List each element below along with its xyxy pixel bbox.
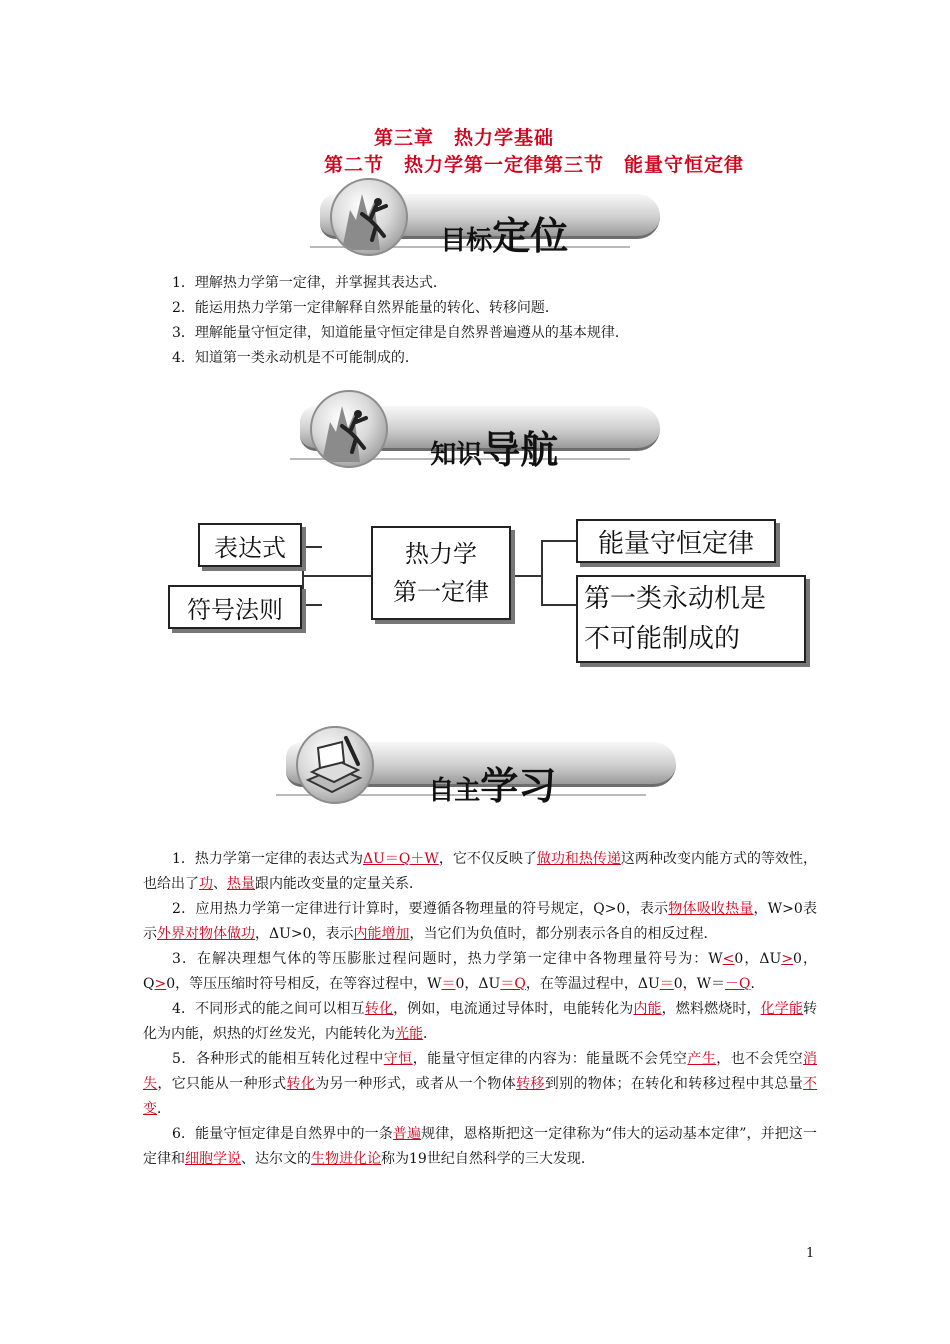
answer-blank: < [722, 951, 735, 967]
paragraph-text: 转化为内能，炽热的灯丝发光，内能转化为 [143, 1001, 818, 1042]
answer-blank: ＝ [659, 976, 674, 992]
answer-blank: 产生 [687, 1051, 717, 1067]
answer-blank: > [154, 976, 167, 992]
page-number: 1 [806, 1246, 815, 1261]
self-study-banner-label-b: 学习 [480, 764, 557, 808]
box-perpetual-motion [576, 575, 806, 663]
paragraph-text: 、 [213, 876, 227, 892]
climber-icon [330, 178, 408, 256]
books-icon [296, 726, 374, 804]
answer-blank: 功 [199, 876, 213, 892]
paragraph-text: 0，等压压缩时符号相反，在等容过程中，W [166, 976, 442, 992]
section-title: 第二节 热力学第一定律第三节 能量守恒定律 [324, 154, 745, 176]
paragraph-text: 0，ΔU [734, 951, 782, 967]
paragraph-text: 、达尔文的 [241, 1151, 311, 1167]
answer-blank: 转移 [516, 1076, 545, 1092]
paragraph-text: ，例如，电流通过导体时，电能转化为 [393, 1001, 634, 1017]
answer-blank: ＝Q [500, 976, 526, 992]
answer-blank: 转化 [286, 1076, 316, 1092]
self-study-banner [276, 724, 676, 808]
paragraph-text: ，它不仅反映了 [438, 851, 537, 867]
box-first-law-line2: 第一定律 [393, 578, 489, 606]
paragraph-text: ，在等温过程中，ΔU [525, 976, 660, 992]
paragraph-text: ． [423, 1026, 437, 1042]
box-expression [198, 523, 302, 567]
paragraph-text: ，W>0表示 [143, 901, 818, 942]
answer-blank: 守恒 [383, 1051, 413, 1067]
answer-blank: 生物进化论 [311, 1151, 381, 1167]
study-paragraph [143, 847, 817, 897]
goals-banner [310, 176, 660, 260]
study-paragraph [143, 997, 817, 1047]
paragraph-text: ，能量守恒定律的内容为：能量既不会凭空 [412, 1051, 688, 1067]
paragraph-text: 5．各种形式的能相互转化过程中 [172, 1051, 384, 1067]
paragraph-text: ，燃料燃烧时， [661, 1001, 761, 1017]
box-sign-rule-label: 符号法则 [187, 595, 283, 624]
answer-blank: 做功和热传递 [536, 851, 621, 867]
goal-item: 3．理解能量守恒定律，知道能量守恒定律是自然界普遍遵从的基本规律． [172, 325, 629, 341]
box-perpetual-motion-line1: 第一类永动机是 [584, 584, 767, 614]
answer-blank: 转化 [364, 1001, 394, 1017]
goal-item: 2．能运用热力学第一定律解释自然界能量的转化、转移问题． [172, 300, 559, 316]
box-expression-label: 表达式 [214, 533, 286, 562]
answer-blank: 光能 [395, 1026, 423, 1042]
answer-blank: 物体吸收热量 [668, 901, 754, 917]
goals-banner-label-b: 定位 [492, 214, 569, 258]
paragraph-text: ． [157, 1101, 171, 1117]
answer-blank: 化学能 [760, 1001, 804, 1017]
paragraph-text: 0，W＝ [673, 976, 726, 992]
answer-blank: 普遍 [392, 1126, 422, 1142]
goals-banner-label-a: 目标 [440, 226, 493, 256]
goal-item: 1．理解热力学第一定律，并掌握其表达式． [172, 275, 447, 291]
goals-list [172, 271, 629, 371]
box-first-law [371, 526, 511, 620]
goal-item: 4．知道第一类永动机是不可能制成的． [172, 350, 419, 366]
answer-blank: 外界对物体做功 [157, 926, 255, 942]
self-study-content [143, 847, 817, 1172]
answer-blank: 热量 [227, 876, 255, 892]
box-sign-rule [168, 585, 302, 629]
paragraph-text: 1．热力学第一定律的表达式为 [172, 851, 363, 867]
answer-blank: > [781, 951, 794, 967]
study-paragraph [143, 1047, 817, 1122]
nav-banner-label-b: 导航 [482, 428, 559, 472]
answer-blank: ＝ [441, 976, 456, 992]
answer-blank: 内能 [633, 1001, 662, 1017]
study-paragraph [143, 1122, 817, 1172]
study-paragraph [143, 897, 817, 947]
box-first-law-line1: 热力学 [405, 540, 477, 568]
paragraph-text: 0，ΔU [455, 976, 501, 992]
paragraph-text: 跟内能改变量的定量关系． [255, 876, 423, 892]
answer-blank: 内能增加 [353, 926, 410, 942]
paragraph-text: ，当它们为负值时，都分别表示各自的相反过程． [409, 926, 718, 942]
study-paragraph [143, 947, 817, 997]
box-perpetual-motion-line2: 不可能制成的 [584, 624, 741, 654]
answer-blank: －Q [725, 976, 751, 992]
paragraph-text: ，它只能从一种形式 [157, 1076, 287, 1092]
paragraph-text: 2．应用热力学第一定律进行计算时，要遵循各物理量的符号规定，Q>0，表示 [172, 901, 669, 917]
paragraph-text: 称为19世纪自然科学的三大发现． [381, 1151, 595, 1167]
answer-blank: 不变 [143, 1076, 818, 1117]
paragraph-text: 规律，恩格斯把这一定律称为“伟大的运动基本定律”，并把这一定律和 [143, 1126, 817, 1167]
answer-blank: 细胞学说 [185, 1151, 241, 1167]
nav-banner [290, 388, 660, 472]
answer-blank: 消失 [143, 1051, 818, 1092]
self-study-banner-label-a: 自主 [428, 776, 481, 806]
paragraph-text: 3．在解决理想气体的等压膨胀过程问题时，热力学第一定律中各物理量符号为：W [172, 951, 723, 967]
paragraph-text: 到别的物体；在转化和转移过程中其总量 [544, 1076, 804, 1092]
paragraph-text: 4．不同形式的能之间可以相互 [172, 1001, 365, 1017]
nav-banner-label-a: 知识 [430, 440, 483, 470]
box-energy-conservation-label: 能量守恒定律 [597, 528, 754, 559]
paragraph-text: 6．能量守恒定律是自然界中的一条 [172, 1126, 393, 1142]
paragraph-text: 0，Q [143, 951, 817, 992]
paragraph-text: 为另一种形式，或者从一个物体 [315, 1076, 517, 1092]
paragraph-text: ，ΔU>0，表示 [255, 926, 354, 942]
answer-blank: ΔU＝Q＋W [363, 851, 439, 867]
climber-icon [310, 390, 388, 468]
box-energy-conservation [576, 519, 776, 563]
chapter-title: 第三章 热力学基础 [374, 127, 555, 149]
paragraph-text: ，也不会凭空 [716, 1051, 804, 1067]
paragraph-text: 这两种改变内能方式的等效性，也给出了 [143, 851, 818, 892]
paragraph-text: ． [750, 976, 765, 992]
